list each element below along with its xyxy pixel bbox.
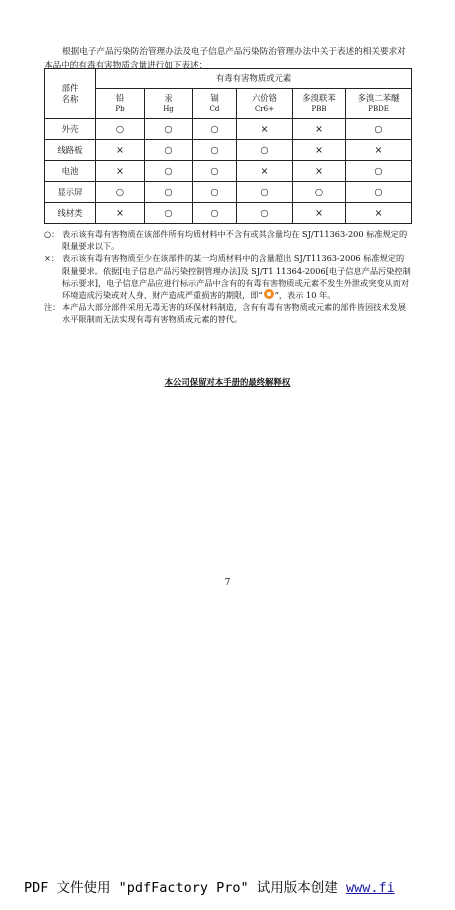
- cross-note-text: 表示该有毒有害物质至少在该部件的某一均质材料中的含量超出 SJ/T11363-2006 标准规定的限量要求。依据[电子信息产品污染控制管理办法]及 SJ/T1 11364-2006[电子信息产品污染控制标示要求]，电子信息产品应进行标示产品中含有的有毒有害物质或元素不发生外泄或突变从而对环境造成污染或对人身、财产造成严重损害的期限，即“: [62, 253, 411, 301]
- value-cell: ×: [96, 140, 145, 161]
- substance-header: 镉 Cd: [193, 89, 237, 119]
- value-cell: ○: [145, 161, 193, 182]
- rights-text: 本公司保留对本手册的最终解释权: [164, 377, 291, 387]
- footer-text: PDF 文件使用 "pdfFactory Pro" 试用版本创建: [24, 880, 346, 896]
- part-name-header: [45, 69, 96, 119]
- value-cell: ○: [193, 161, 237, 182]
- environment-period-logo-icon: [264, 289, 274, 299]
- value-cell: ×: [237, 161, 293, 182]
- value-cell: ○: [346, 119, 412, 140]
- substance-header: 六价铬 Cr6+: [237, 89, 293, 119]
- notes-section: [44, 228, 412, 326]
- substance-header: 汞 Hg: [145, 89, 193, 119]
- value-cell: ○: [145, 140, 193, 161]
- substance-header: 多溴联苯 PBB: [293, 89, 346, 119]
- substance-group-header: 有毒有害物质或元素: [96, 69, 412, 89]
- value-cell: ○: [145, 203, 193, 224]
- cross-note-text-end: ”，表示 10 年。: [274, 290, 336, 301]
- table-row: [45, 119, 412, 140]
- part-header-line2: 名称: [61, 93, 79, 104]
- table-row: [45, 161, 412, 182]
- hazardous-substance-table: [44, 68, 412, 224]
- table-row: [45, 182, 412, 203]
- part-name-cell: 线材类: [45, 203, 96, 224]
- cross-note-body: [62, 252, 412, 301]
- remark-note-text: 本产品大部分部件采用无毒无害的环保材料制造，含有有毒有害物质或元素的部件皆因技术发展水平限制而无法实现有毒有害物质或元素的替代。: [62, 302, 406, 325]
- value-cell: ○: [237, 182, 293, 203]
- cross-note-mark: ×：: [44, 253, 60, 264]
- pdf-watermark-footer: [24, 876, 455, 896]
- value-cell: ×: [96, 203, 145, 224]
- value-cell: ○: [293, 182, 346, 203]
- value-cell: ×: [96, 161, 145, 182]
- part-name-cell: 外壳: [45, 119, 96, 140]
- footer-link[interactable]: www.fi: [345, 880, 395, 896]
- rights-statement: [0, 376, 455, 388]
- value-cell: ○: [237, 203, 293, 224]
- table-row: [45, 203, 412, 224]
- value-cell: ○: [145, 119, 193, 140]
- value-cell: ○: [96, 182, 145, 203]
- part-name-cell: 电池: [45, 161, 96, 182]
- substance-header: 多溴二苯醚 PBDE: [346, 89, 412, 119]
- value-cell: ×: [346, 203, 412, 224]
- value-cell: ×: [293, 119, 346, 140]
- substance-header: 铅 Pb: [96, 89, 145, 119]
- circle-note: [44, 228, 412, 252]
- part-name-cell: 线路板: [45, 140, 96, 161]
- part-header-line1: 部件: [61, 82, 79, 93]
- value-cell: ○: [193, 119, 237, 140]
- remark-note: [44, 301, 412, 325]
- page-number: 7: [224, 578, 231, 588]
- remark-note-mark: 注：: [44, 302, 61, 313]
- intro-paragraph: 根据电子产品污染防治管理办法及电子信息产品污染防治管理办法中关于表述的相关要求对本品中的有毒有害物质含量进行如下表述：: [44, 46, 406, 71]
- circle-note-text: 表示该有毒有害物质在该部件所有均质材料中不含有或其含量均在 SJ/T11363-200 标准规定的限量要求以下。: [62, 229, 408, 252]
- value-cell: ×: [346, 140, 412, 161]
- value-cell: ○: [96, 119, 145, 140]
- table-row: [45, 140, 412, 161]
- value-cell: ○: [193, 203, 237, 224]
- value-cell: ×: [237, 119, 293, 140]
- part-name-cell: 显示屏: [45, 182, 96, 203]
- value-cell: ○: [237, 140, 293, 161]
- value-cell: ○: [346, 161, 412, 182]
- circle-note-mark: ○：: [44, 229, 60, 239]
- value-cell: ×: [293, 140, 346, 161]
- value-cell: ○: [145, 182, 193, 203]
- value-cell: ○: [193, 182, 237, 203]
- cross-note: [44, 252, 412, 301]
- value-cell: ○: [193, 140, 237, 161]
- value-cell: ×: [293, 161, 346, 182]
- value-cell: ○: [346, 182, 412, 203]
- value-cell: ×: [293, 203, 346, 224]
